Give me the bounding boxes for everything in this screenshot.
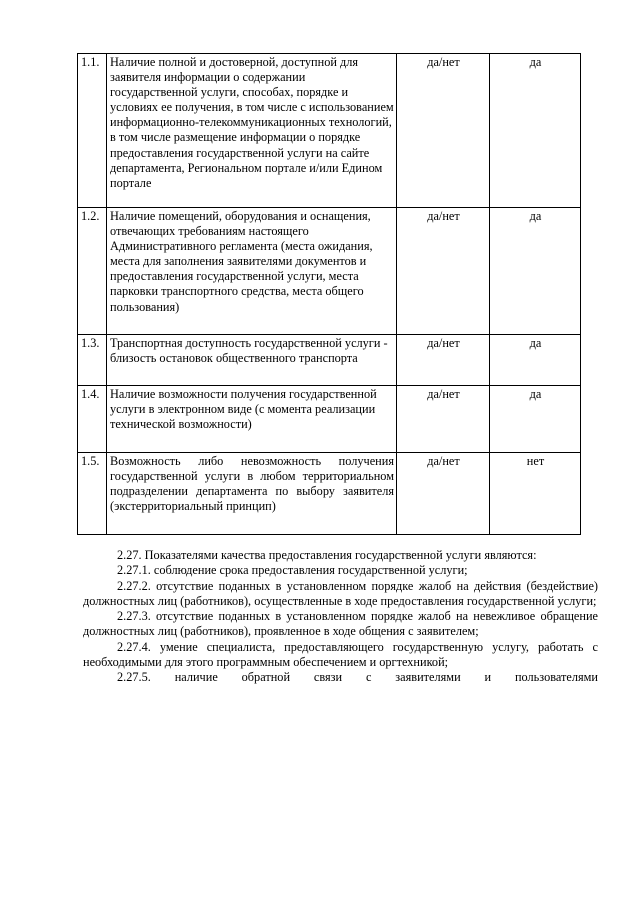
row-number: 1.5. — [78, 453, 107, 535]
indicator-text: Транспортная доступность государственной услуги - близость остановок общественного транспорта — [107, 335, 397, 386]
table-row — [78, 208, 581, 335]
paragraph-2-27-2: 2.27.2. отсутствие поданных в установленном порядке жалоб на действия (бездействие) должностных лиц (работников), осуществленные в ходе предоставления государственной услуги; — [83, 578, 598, 608]
indicator-text-main: Возможность либо невозможность получения государственной услуги в любом территориальном подразделении департамента по выбору заявителя — [110, 454, 394, 499]
unit-cell: да/нет — [397, 54, 490, 208]
table-row — [78, 335, 581, 386]
indicator-text: Наличие возможности получения государственной услуги в электронном виде (с момента реализации технической возможности) — [107, 386, 397, 453]
table-row — [78, 54, 581, 208]
unit-cell: да/нет — [397, 386, 490, 453]
table-row — [78, 386, 581, 453]
indicator-text-last-line: (экстерриториальный принцип) — [110, 499, 276, 514]
value-cell: нет — [490, 453, 581, 535]
paragraph-2-27-5: 2.27.5. наличие обратной связи с заявителями и пользователями — [117, 670, 598, 685]
indicators-table — [77, 53, 581, 535]
unit-cell: да/нет — [397, 335, 490, 386]
row-number: 1.2. — [78, 208, 107, 335]
row-number: 1.3. — [78, 335, 107, 386]
value-cell: да — [490, 335, 581, 386]
paragraph-2-27-3: 2.27.3. отсутствие поданных в установленном порядке жалоб на невежливое обращение должностных лиц (работников), проявленное в ходе общения с заявителем; — [83, 609, 598, 639]
unit-cell: да/нет — [397, 208, 490, 335]
value-cell: да — [490, 54, 581, 208]
quality-indicators-text — [83, 548, 598, 686]
indicator-text: Наличие помещений, оборудования и оснащения, отвечающих требованиям настоящего Административного регламента (места ожидания, места для заполнения заявителями документов и предоставления государственной услуги, места парковки транспортного средства, места общего пользования) — [107, 208, 397, 335]
table-row — [78, 453, 581, 535]
unit-cell: да/нет — [397, 453, 490, 535]
row-number: 1.1. — [78, 54, 107, 208]
paragraph-2-27: 2.27. Показателями качества предоставления государственной услуги являются: — [117, 548, 537, 562]
row-number: 1.4. — [78, 386, 107, 453]
value-cell: да — [490, 208, 581, 335]
indicator-text — [107, 453, 397, 535]
paragraph-2-27-1: 2.27.1. соблюдение срока предоставления государственной услуги; — [117, 563, 468, 578]
paragraph-2-27-4: 2.27.4. умение специалиста, предоставляющего государственную услугу, работать с необходимыми для этого программным обеспечением и оргтехникой; — [83, 639, 598, 670]
value-cell: да — [490, 386, 581, 453]
indicator-text: Наличие полной и достоверной, доступной для заявителя информации о содержании государственной услуги, способах, порядке и условиях ее получения, в том числе с использованием информационно-телекоммуникационных технологий, в том числе размещение информации о порядке предоставления государственной услуги на сайте департамента, Региональном портале и/или Едином портале — [107, 54, 397, 208]
